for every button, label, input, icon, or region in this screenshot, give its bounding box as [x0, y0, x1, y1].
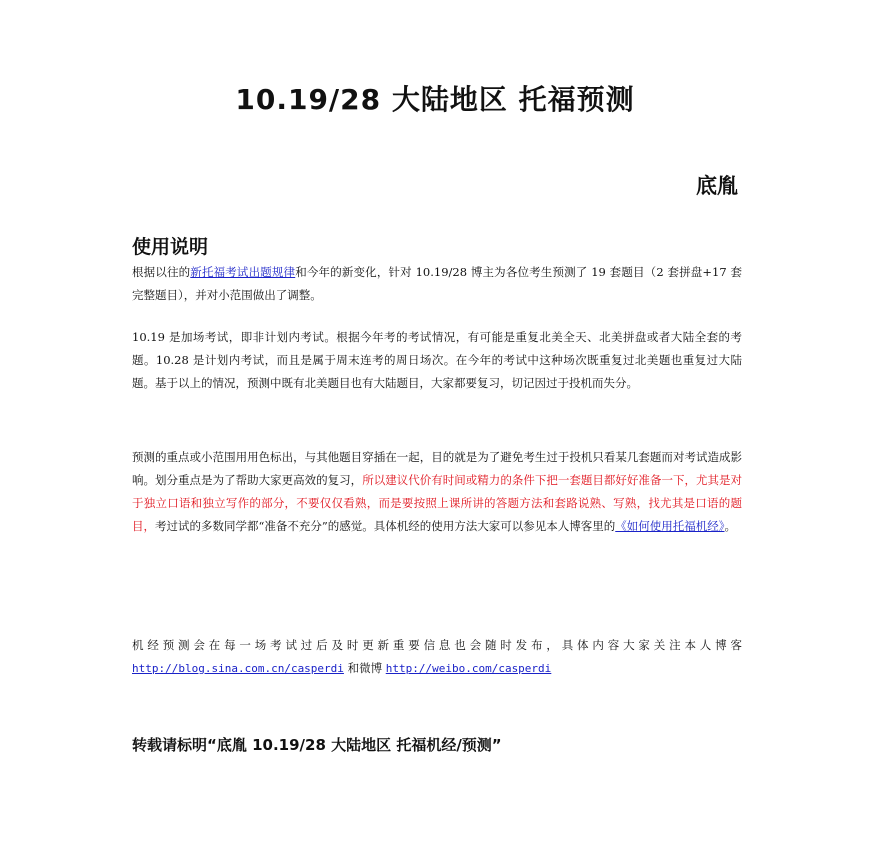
usage-text-mid: 考过试的多数同学都“准备不充分”的感觉。具体机经的使用方法大家可以参见本人博客里的: [155, 519, 616, 533]
repost-notice: 转载请标明“底胤 10.19/28 大陆地区 托福机经/预测”: [132, 736, 502, 754]
author-name: 底胤: [696, 174, 738, 198]
how-to-use-link[interactable]: 《如何使用托福机经》: [615, 519, 725, 533]
section-heading: 使用说明: [132, 236, 209, 258]
update-text-mid: 和微博: [343, 661, 386, 675]
usage-text-start: 预测的重点或小范围用用色标出，与其他题目穿插在一起，目的就是为了避免考生过于投机只看某几套题而对考试造成影响。划分重点是为了帮助大家更高效的复习，: [132, 450, 742, 487]
intro-text-start: 根据以往的: [132, 265, 191, 279]
exam-pattern-link[interactable]: 新托福考试出题规律: [190, 265, 296, 279]
page-title: 10.19/28 大陆地区 托福预测: [235, 83, 635, 116]
usage-text-end: 。: [724, 519, 737, 533]
intro-text-end: 和今年的新变化，针对 10.19/28 博主为各位考生预测了 19 套题目（2 套拼盘+17 套完整题目），并对小范围做出了调整。: [132, 265, 742, 302]
intro-paragraph: [132, 261, 742, 307]
exam-info-paragraph: 10.19 是加场考试，即非计划内考试。根据今年考的考试情况，有可能是重复北美全天、北美拼盘或者大陆全套的考题。10.28 是计划内考试，而且是属于周末连考的周日场次。在今年的考试中这种场次既重复过北美题也重复过大陆题。基于以上的情况，预测中既有北美题目也有大陆题目，大家都要复习，切记因过于投机而失分。: [132, 330, 742, 390]
usage-paragraph: [132, 446, 742, 538]
highlighted-advice: 所以建议代价有时间或精力的条件下把一套题目都好好准备一下，尤其是对于独立口语和独立写作的部分，不要仅仅看熟，而是要按照上课所讲的答题方法和套路说熟、写熟，找尤其是口语的题目，: [132, 473, 743, 533]
update-text: 机经预测会在每一场考试过后及时更新重要信息也会随时发布，具体内容大家关注本人博客: [132, 638, 742, 652]
update-paragraph: [132, 634, 742, 680]
blog-link[interactable]: http://blog.sina.com.cn/casperdi: [132, 662, 344, 675]
weibo-link[interactable]: http://weibo.com/casperdi: [385, 662, 552, 675]
